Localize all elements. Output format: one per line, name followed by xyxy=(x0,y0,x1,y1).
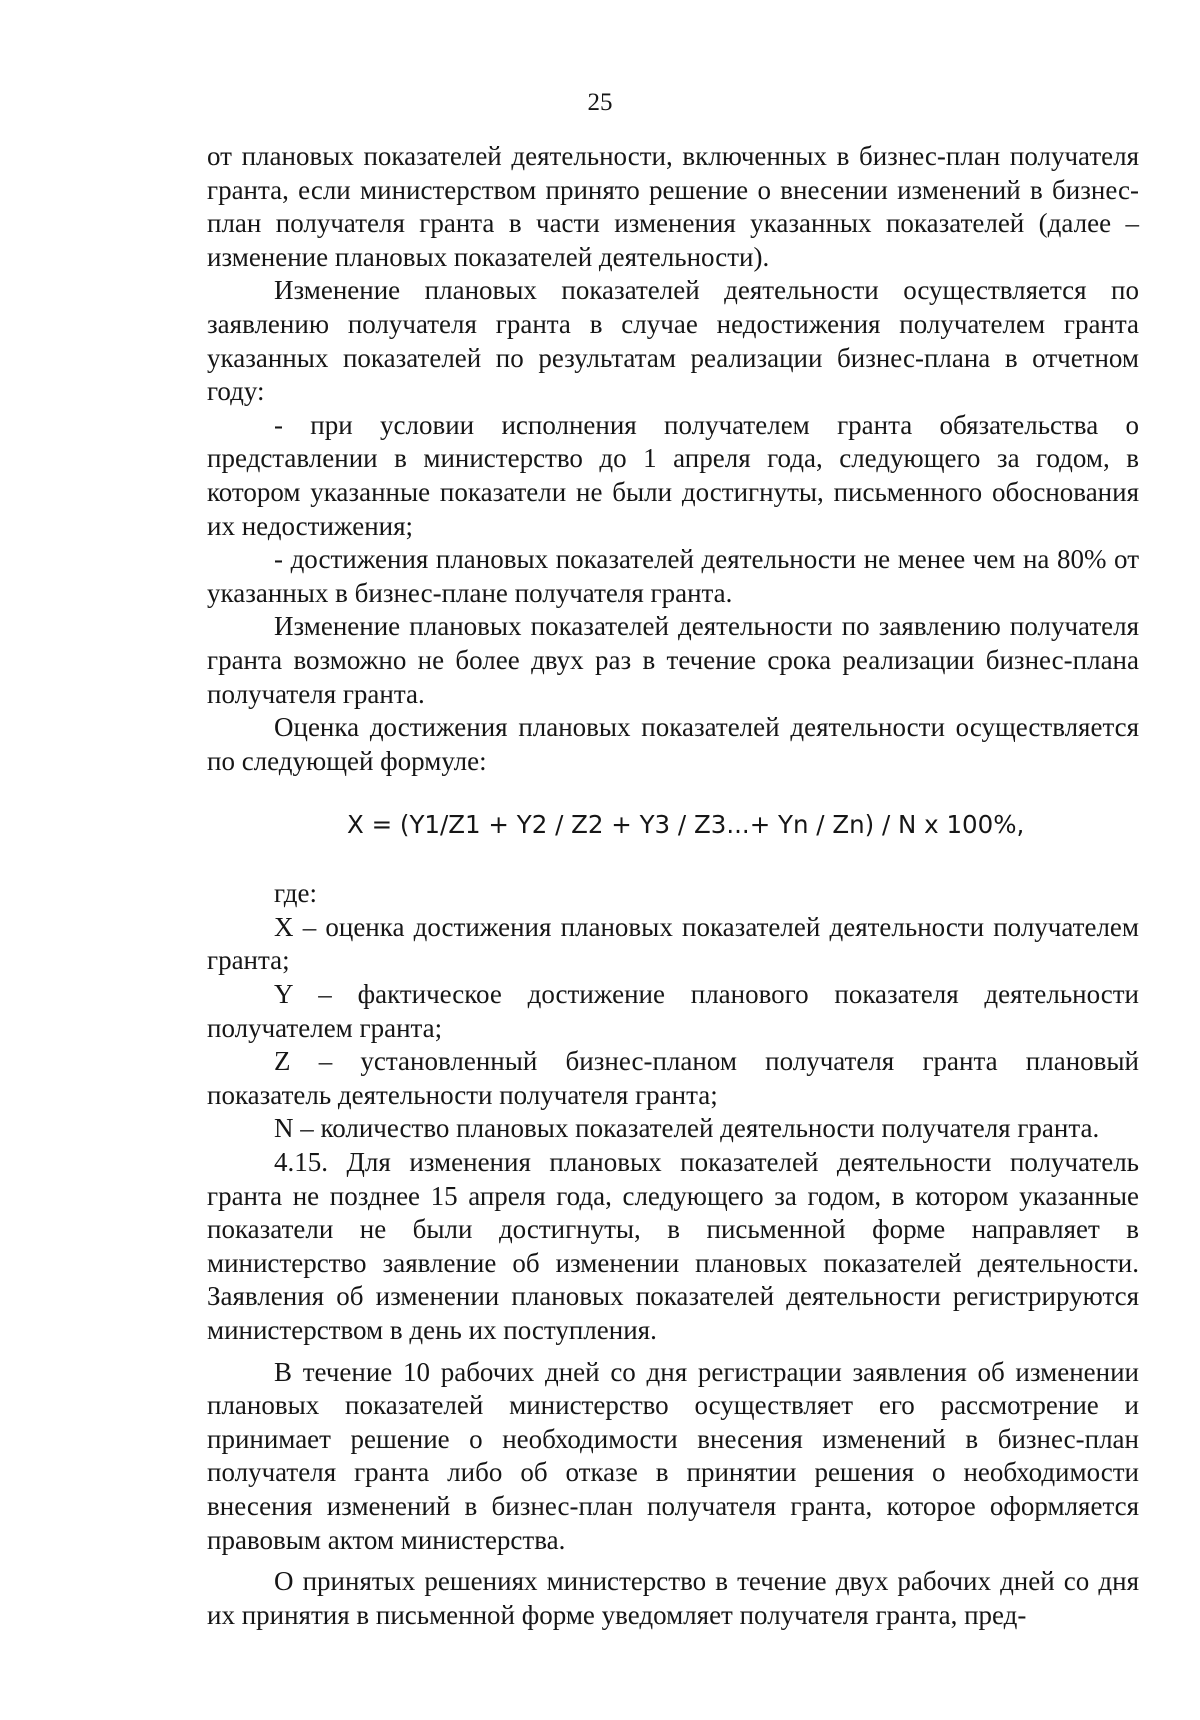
definitions-intro: где: xyxy=(274,878,317,909)
document-body xyxy=(207,140,1139,1632)
paragraph-review-period: В течение 10 рабочих дней со дня регистрации заявления об изменении плановых показателей министерство осуществляет его рассмотрение и принимает решение о необходимости внесения изменений в бизнес-план получателя гранта либо об отказе в принятии решения о необходимости внесения изменений в бизнес-план получателя гранта, которое оформляется правовым актом министерства. xyxy=(207,1356,1139,1555)
page-number: 25 xyxy=(587,89,613,116)
paragraph-section-4-15: 4.15. Для изменения плановых показателей деятельности получатель гранта не позднее 15 апреля года, следующего за годом, в котором указанные показатели не были достигнуты, в письменной форме направляет в министерство заявление об изменении плановых показателей деятельности. Заявления об изменении плановых показателей деятельности регистрируются министерством в день их поступления. xyxy=(207,1147,1139,1345)
paragraph-notification: О принятых решениях министерство в течение двух рабочих дней со дня их принятия в письменной форме уведомляет получателя гранта, пред- xyxy=(207,1566,1139,1630)
paragraph-continuation: от плановых показателей деятельности, включенных в бизнес-план получателя гранта, если министерством принято решение о внесении изменений в бизнес-план получателя гранта в части изменения указанных показателей (далее – изменение плановых показателей деятельности). xyxy=(207,141,1139,272)
definition-n: N – количество плановых показателей деятельности получателя гранта. xyxy=(274,1113,1100,1144)
paragraph-change-limit: Изменение плановых показателей деятельности по заявлению получателя гранта возможно не более двух раз в течение срока реализации бизнес-плана получателя гранта. xyxy=(207,611,1139,709)
paragraph-assessment-intro: Оценка достижения плановых показателей деятельности осуществляется по следующей формуле: xyxy=(207,712,1139,776)
definition-x: X – оценка достижения плановых показателей деятельности получателем гранта; xyxy=(207,911,1139,976)
assessment-formula: X = (Y1/Z1 + Y2 / Z2 + Y3 / Z3...+ Yn / Zn) / N x 100%, xyxy=(347,810,1025,840)
paragraph-change-conditions: Изменение плановых показателей деятельности осуществляется по заявлению получателя гранта в случае недостижения получателем гранта указанных показателей по результатам реализации бизнес-плана в отчетном году: xyxy=(207,275,1139,407)
definition-y: Y – фактическое достижение планового показателя деятельности получателем гранта; xyxy=(207,979,1139,1043)
paragraph-condition-justification: - при условии исполнения получателем гранта обязательства о представлении в министерство до 1 апреля года, следующего за годом, в котором указанные показатели не были достигнуты, письменного обоснования их недостижения; xyxy=(207,409,1139,541)
paragraph-condition-80-percent: - достижения плановых показателей деятельности не менее чем на 80% от указанных в бизнес-плане получателя гранта. xyxy=(207,544,1139,608)
definition-z: Z – установленный бизнес-планом получателя гранта плановый показатель деятельности получателя гранта; xyxy=(207,1046,1139,1110)
